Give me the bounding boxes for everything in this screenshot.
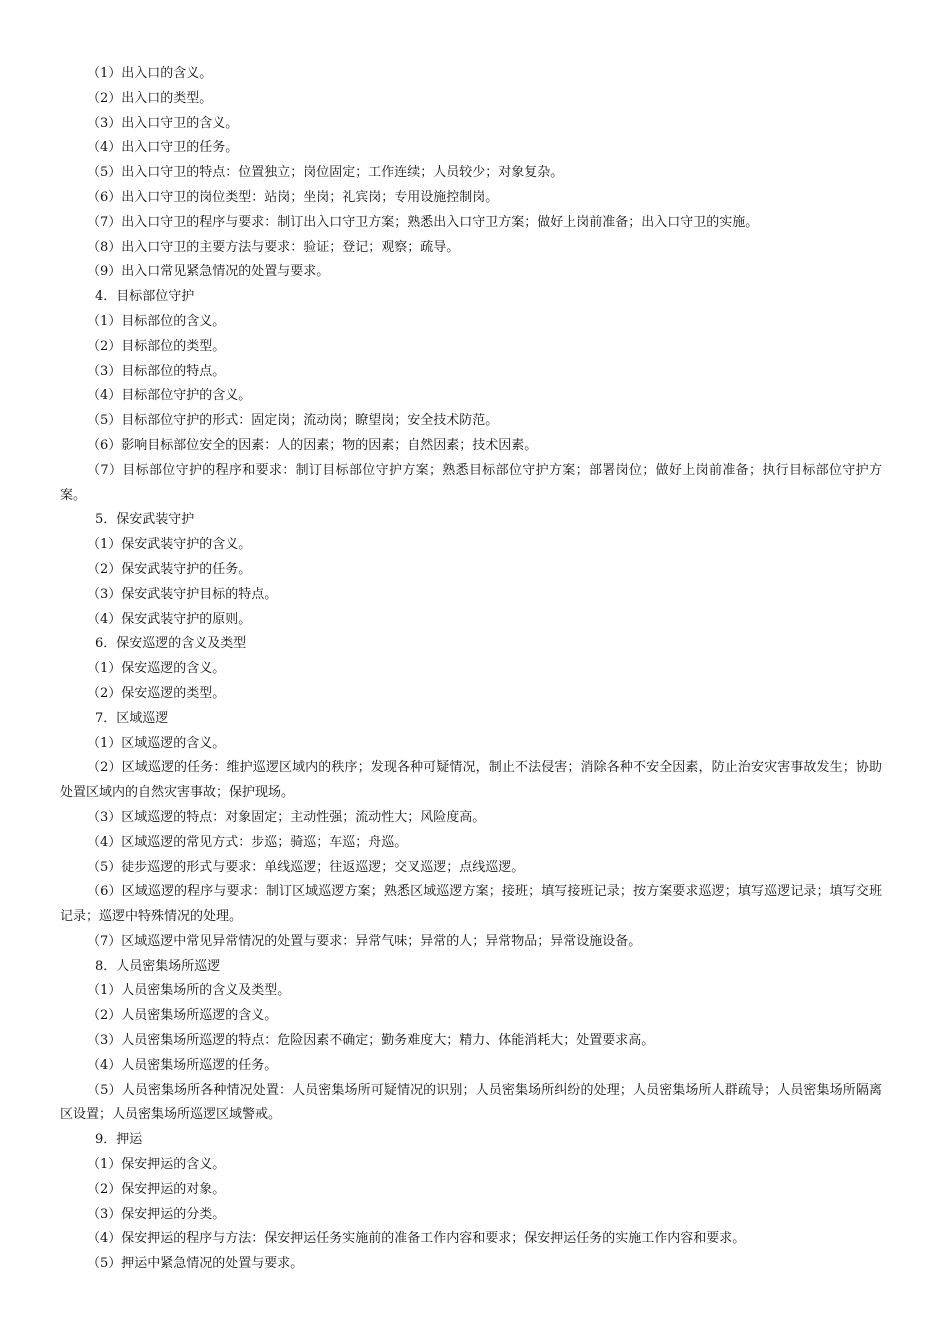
list-item: （6）区域巡逻的程序与要求：制订区域巡逻方案；熟悉区域巡逻方案；接班；填写接班记录；按方案要求巡逻；填写巡逻记录；填写交班记录；巡逻中特殊情况的处理。 [60,884,882,925]
section-heading: 4．目标部位守护 [95,289,195,305]
section-heading: 9．押运 [95,1132,143,1148]
list-item: （2）保安巡逻的类型。 [87,685,226,701]
list-item: （6）影响目标部位安全的因素：人的因素；物的因素；自然因素；技术因素。 [87,437,538,453]
list-item: （1）目标部位的含义。 [87,313,226,329]
list-item: （2）保安押运的对象。 [87,1181,226,1197]
list-item: （7）区域巡逻中常见异常情况的处置与要求：异常气味；异常的人；异常物品；异常设施设备。 [87,933,642,949]
section-heading: 5．保安武装守护 [95,512,195,528]
list-item: （3）目标部位的特点。 [87,363,226,379]
list-item: （3）人员密集场所巡逻的特点：危险因素不确定；勤务难度大；精力、体能消耗大；处置要求高。 [87,1033,655,1049]
list-item: （6）出入口守卫的岗位类型：站岗；坐岗；礼宾岗；专用设施控制岗。 [87,189,499,205]
section-heading: 7．区域巡逻 [95,710,169,726]
list-item: （7）目标部位守护的程序和要求：制订目标部位守护方案；熟悉目标部位守护方案；部署岗位；做好上岗前准备；执行目标部位守护方案。 [60,462,882,503]
section-heading: 6．保安巡逻的含义及类型 [95,636,247,652]
list-item: （5）徒步巡逻的形式与要求：单线巡逻；往返巡逻；交叉巡逻；点线巡逻。 [87,859,525,875]
list-item: （7）出入口守卫的程序与要求：制订出入口守卫方案；熟悉出入口守卫方案；做好上岗前准备；出入口守卫的实施。 [87,214,759,230]
list-item: （1）区域巡逻的含义。 [87,735,226,751]
list-item: （1）保安押运的含义。 [87,1157,226,1173]
list-item: （4）保安武装守护的原则。 [87,611,252,627]
list-item: （3）保安押运的分类。 [87,1206,226,1222]
list-item: （2）保安武装守护的任务。 [87,561,252,577]
list-item: （2）出入口的类型。 [87,90,213,106]
document-body [60,62,882,1277]
list-item: （2）目标部位的类型。 [87,338,226,354]
list-item: （5）押运中紧急情况的处置与要求。 [87,1256,304,1272]
list-item: （2）区域巡逻的任务：维护巡逻区域内的秩序；发现各种可疑情况，制止不法侵害；消除各种不安全因素，防止治安灾害事故发生；协助处置区域内的自然灾害事故；保护现场。 [60,760,882,801]
list-item: （1）人员密集场所的含义及类型。 [87,983,291,999]
section-heading: 8．人员密集场所巡逻 [95,958,221,974]
list-item: （2）人员密集场所巡逻的含义。 [87,1008,278,1024]
list-item: （1）出入口的含义。 [87,66,213,81]
list-item: （5）目标部位守护的形式：固定岗；流动岗；瞭望岗；安全技术防范。 [87,413,499,429]
list-item: （4）人员密集场所巡逻的任务。 [87,1057,278,1073]
list-item: （4）保安押运的程序与方法：保安押运任务实施前的准备工作内容和要求；保安押运任务的实施工作内容和要求。 [87,1231,746,1247]
list-item: （4）出入口守卫的任务。 [87,140,239,156]
list-item: （3）保安武装守护目标的特点。 [87,586,278,602]
list-item: （5）出入口守卫的特点：位置独立；岗位固定；工作连续；人员较少；对象复杂。 [87,165,564,181]
list-item: （3）区域巡逻的特点：对象固定；主动性强；流动性大；风险度高。 [87,809,486,825]
list-item: （8）出入口守卫的主要方法与要求：验证；登记；观察；疏导。 [87,239,460,255]
list-item: （4）目标部位守护的含义。 [87,388,252,404]
list-item: （9）出入口常见紧急情况的处置与要求。 [87,264,330,280]
list-item: （1）保安巡逻的含义。 [87,661,226,677]
list-item: （1）保安武装守护的含义。 [87,537,252,553]
list-item: （3）出入口守卫的含义。 [87,115,239,131]
list-item: （5）人员密集场所各种情况处置：人员密集场所可疑情况的识别；人员密集场所纠纷的处理；人员密集场所人群疏导；人员密集场所隔离区设置；人员密集场所巡逻区域警戒。 [60,1082,882,1123]
list-item: （4）区域巡逻的常见方式：步巡；骑巡；车巡；舟巡。 [87,834,408,850]
